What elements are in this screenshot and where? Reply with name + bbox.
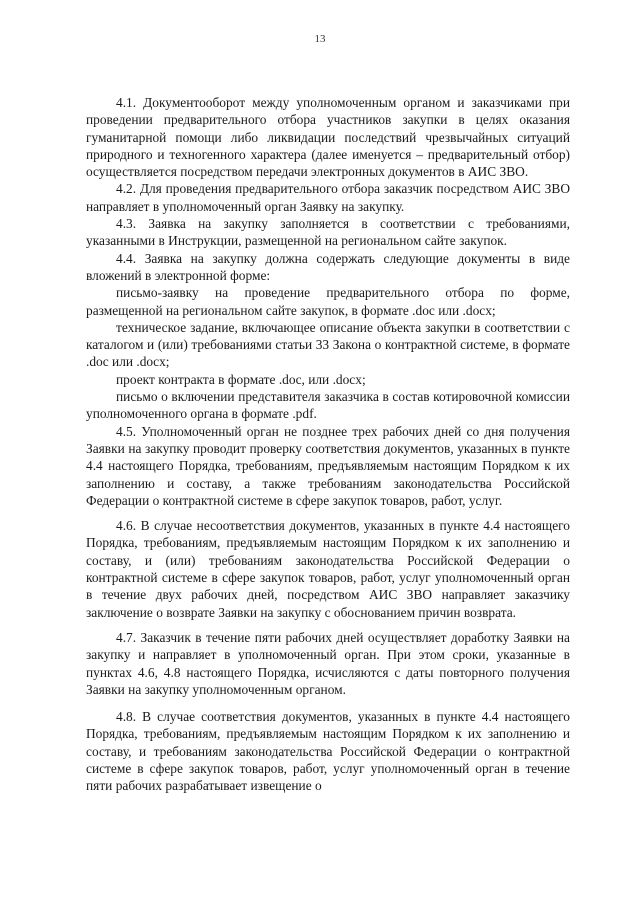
list-item-contract-draft: проект контракта в формате .doc, или .docx; xyxy=(116,371,366,387)
paragraph-4-1: 4.1. Документооборот между уполномоченным органом и заказчиками при проведении предварительного отбора участников закупки в целях оказания гуманитарной помощи либо ликвидации последствий чрезвычайных ситуаций природного и техногенного характера (далее именуется – предварительный отбор) осуществляется посредством передачи электронных документов в АИС ЗВО. xyxy=(86,95,570,180)
paragraph-4-8: 4.8. В случае соответствия документов, указанных в пункте 4.4 настоящего Порядка, требованиям, предъявляемым настоящим Порядком к их заполнению и составу, и требованиям законодательства Российской Федерации о контрактной системе в сфере закупок товаров, работ, услуг уполномоченный орган в течение пяти рабочих разрабатывает извещение о xyxy=(86,709,570,794)
paragraph-4-4: 4.4. Заявка на закупку должна содержать следующие документы в виде вложений в электронной форме: xyxy=(86,250,570,283)
paragraph-4-2: 4.2. Для проведения предварительного отбора заказчик посредством АИС ЗВО направляет в уполномоченный орган Заявку на закупку. xyxy=(86,181,570,214)
list-item-application-letter: письмо-заявку на проведение предварительного отбора по форме, размещенной на региональном сайте закупок, в формате .doc или .docx; xyxy=(86,285,570,318)
document-body xyxy=(86,94,570,795)
list-item-technical-spec: техническое задание, включающее описание объекта закупки в соответствии с каталогом и (или) требованиями статьи 33 Закона о контрактной системе, в формате .doc или .docx; xyxy=(86,319,570,370)
paragraph-4-7: 4.7. Заказчик в течение пяти рабочих дней осуществляет доработку Заявки на закупку и направляет в уполномоченный орган. При этом сроки, указанные в пунктах 4.6, 4.8 настоящего Порядка, исчисляются с даты повторного получения Заявки на закупку уполномоченным органом. xyxy=(86,629,570,697)
paragraph-4-3: 4.3. Заявка на закупку заполняется в соответствии с требованиями, указанными в Инструкции, размещенной на региональном сайте закупок. xyxy=(86,216,570,249)
list-item-commission-letter: письмо о включении представителя заказчика в состав котировочной комиссии уполномоченного органа в формате .pdf. xyxy=(86,389,570,422)
paragraph-4-6: 4.6. В случае несоответствия документов, указанных в пункте 4.4 настоящего Порядка, требованиям, предъявляемым настоящим Порядком к их заполнению и составу, и (или) требованиям законодательства Российской Федерации о контрактной системе в сфере закупок товаров, работ, услуг уполномоченный орган в течение двух рабочих дней, посредством АИС ЗВО направляет заказчику заключение о возврате Заявки на закупку с обоснованием причин возврата. xyxy=(86,518,570,620)
page-number: 13 xyxy=(314,33,326,45)
paragraph-4-5: 4.5. Уполномоченный орган не позднее трех рабочих дней со дня получения Заявки на закупку проводит проверку соответствия документов, указанных в пункте 4.4 настоящего Порядка, требованиям, предъявляемым настоящим Порядком к их заполнению и составу, а также требованиям законодательства Российской Федерации о контрактной системе в сфере закупок товаров, работ, услуг. xyxy=(86,423,570,508)
